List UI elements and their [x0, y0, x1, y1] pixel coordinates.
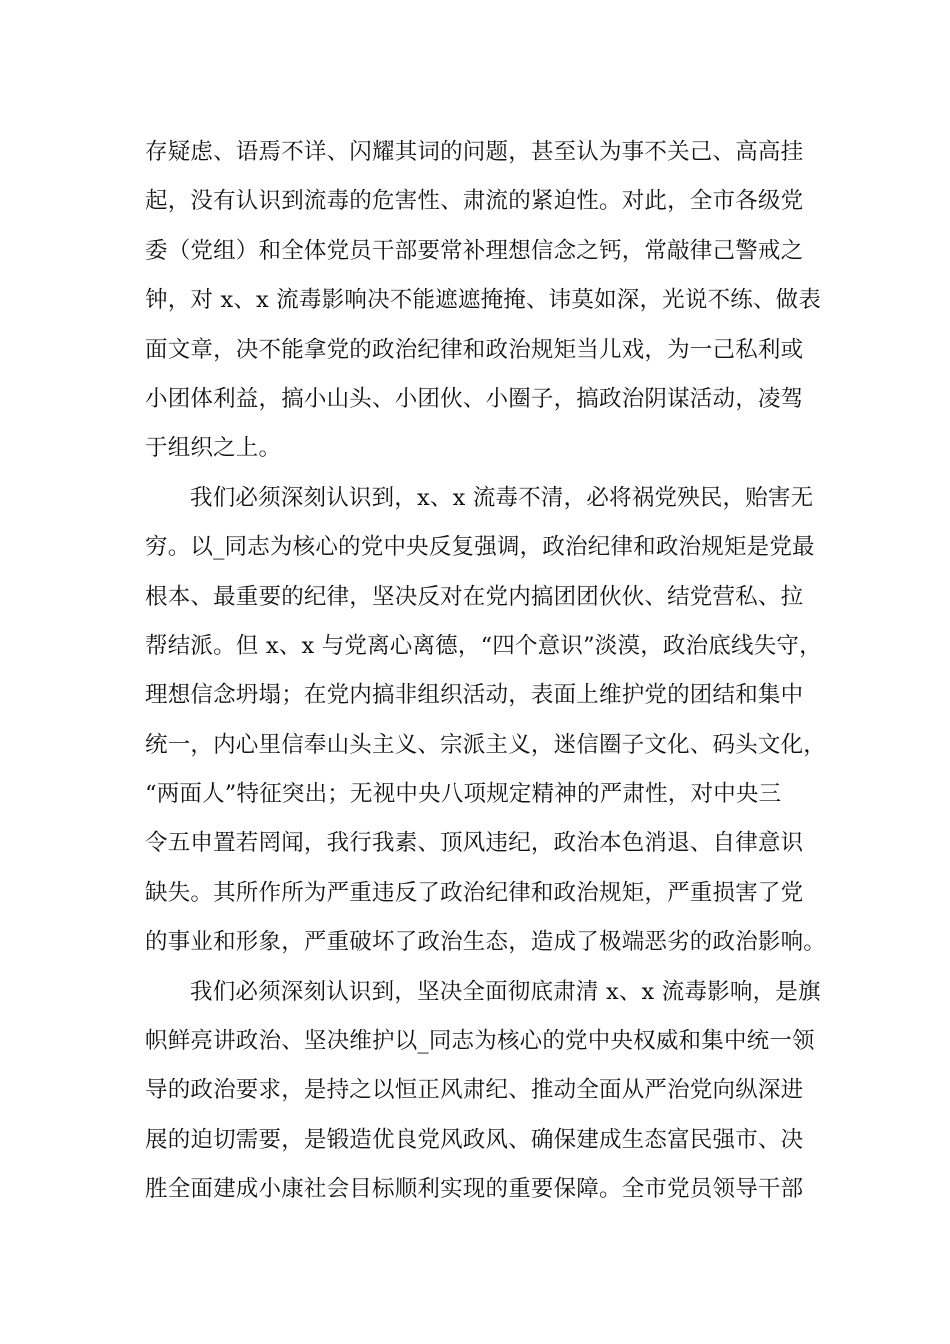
paragraph-start-line: 我们必须深刻认识到，x、x 流毒不清，必将祸党殃民，贻害无 — [190, 484, 814, 511]
text-line: 展的迫切需要，是锻造优良党风政风、确保建成生态富民强市、决 — [145, 1126, 804, 1153]
text-line: 理想信念坍塌；在党内搞非组织活动，表面上维护党的团结和集中 — [145, 682, 804, 709]
text-line: 帮结派。但 x、x 与党离心离德，“四个意识”淡漠，政治底线失守， — [145, 632, 822, 659]
text-line: 委（党组）和全体党员干部要常补理想信念之钙，常敲律己警戒之 — [145, 237, 804, 264]
text-line: 穷。以_同志为核心的党中央反复强调，政治纪律和政治规矩是党最 — [145, 534, 815, 561]
text-line: 于组织之上。 — [145, 435, 282, 462]
text-line: 缺失。其所作所为严重违反了政治纪律和政治规矩，严重损害了党 — [145, 879, 804, 906]
text-line: 起，没有认识到流毒的危害性、肃流的紧迫性。对此，全市各级党 — [145, 188, 804, 215]
text-line: 帜鲜亮讲政治、坚决维护以_同志为核心的党中央权威和集中统一领 — [145, 1028, 815, 1055]
text-line: 钟，对 x、x 流毒影响决不能遮遮掩掩、讳莫如深，光说不练、做表 — [145, 287, 822, 314]
text-line: 的事业和形象，严重破坏了政治生态，造成了极端恶劣的政治影响。 — [145, 929, 827, 956]
text-line: 令五申置若罔闻，我行我素、顶风违纪，政治本色消退、自律意识 — [145, 830, 804, 857]
text-line: “两面人”特征突出；无视中央八项规定精神的严肃性，对中央三 — [145, 781, 782, 808]
text-line: 导的政治要求，是持之以恒正风肃纪、推动全面从严治党向纵深进 — [145, 1077, 804, 1104]
text-line: 根本、最重要的纪律，坚决反对在党内搞团团伙伙、结党营私、拉 — [145, 583, 804, 610]
document-body — [145, 128, 835, 1215]
text-line: 存疑虑、语焉不详、闪耀其词的问题，甚至认为事不关己、高高挂 — [145, 139, 804, 165]
paragraph-start-line: 我们必须深刻认识到，坚决全面彻底肃清 x、x 流毒影响，是旗 — [190, 978, 821, 1005]
text-line: 面文章，决不能拿党的政治纪律和政治规矩当儿戏，为一己私利或 — [145, 336, 804, 363]
text-line: 小团体利益，搞小山头、小团伙、小圈子，搞政治阴谋活动，凌驾 — [145, 385, 804, 412]
text-line: 胜全面建成小康社会目标顺利实现的重要保障。全市党员领导干部 — [145, 1176, 804, 1203]
text-line: 统一，内心里信奉山头主义、宗派主义，迷信圈子文化、码头文化， — [145, 731, 827, 758]
